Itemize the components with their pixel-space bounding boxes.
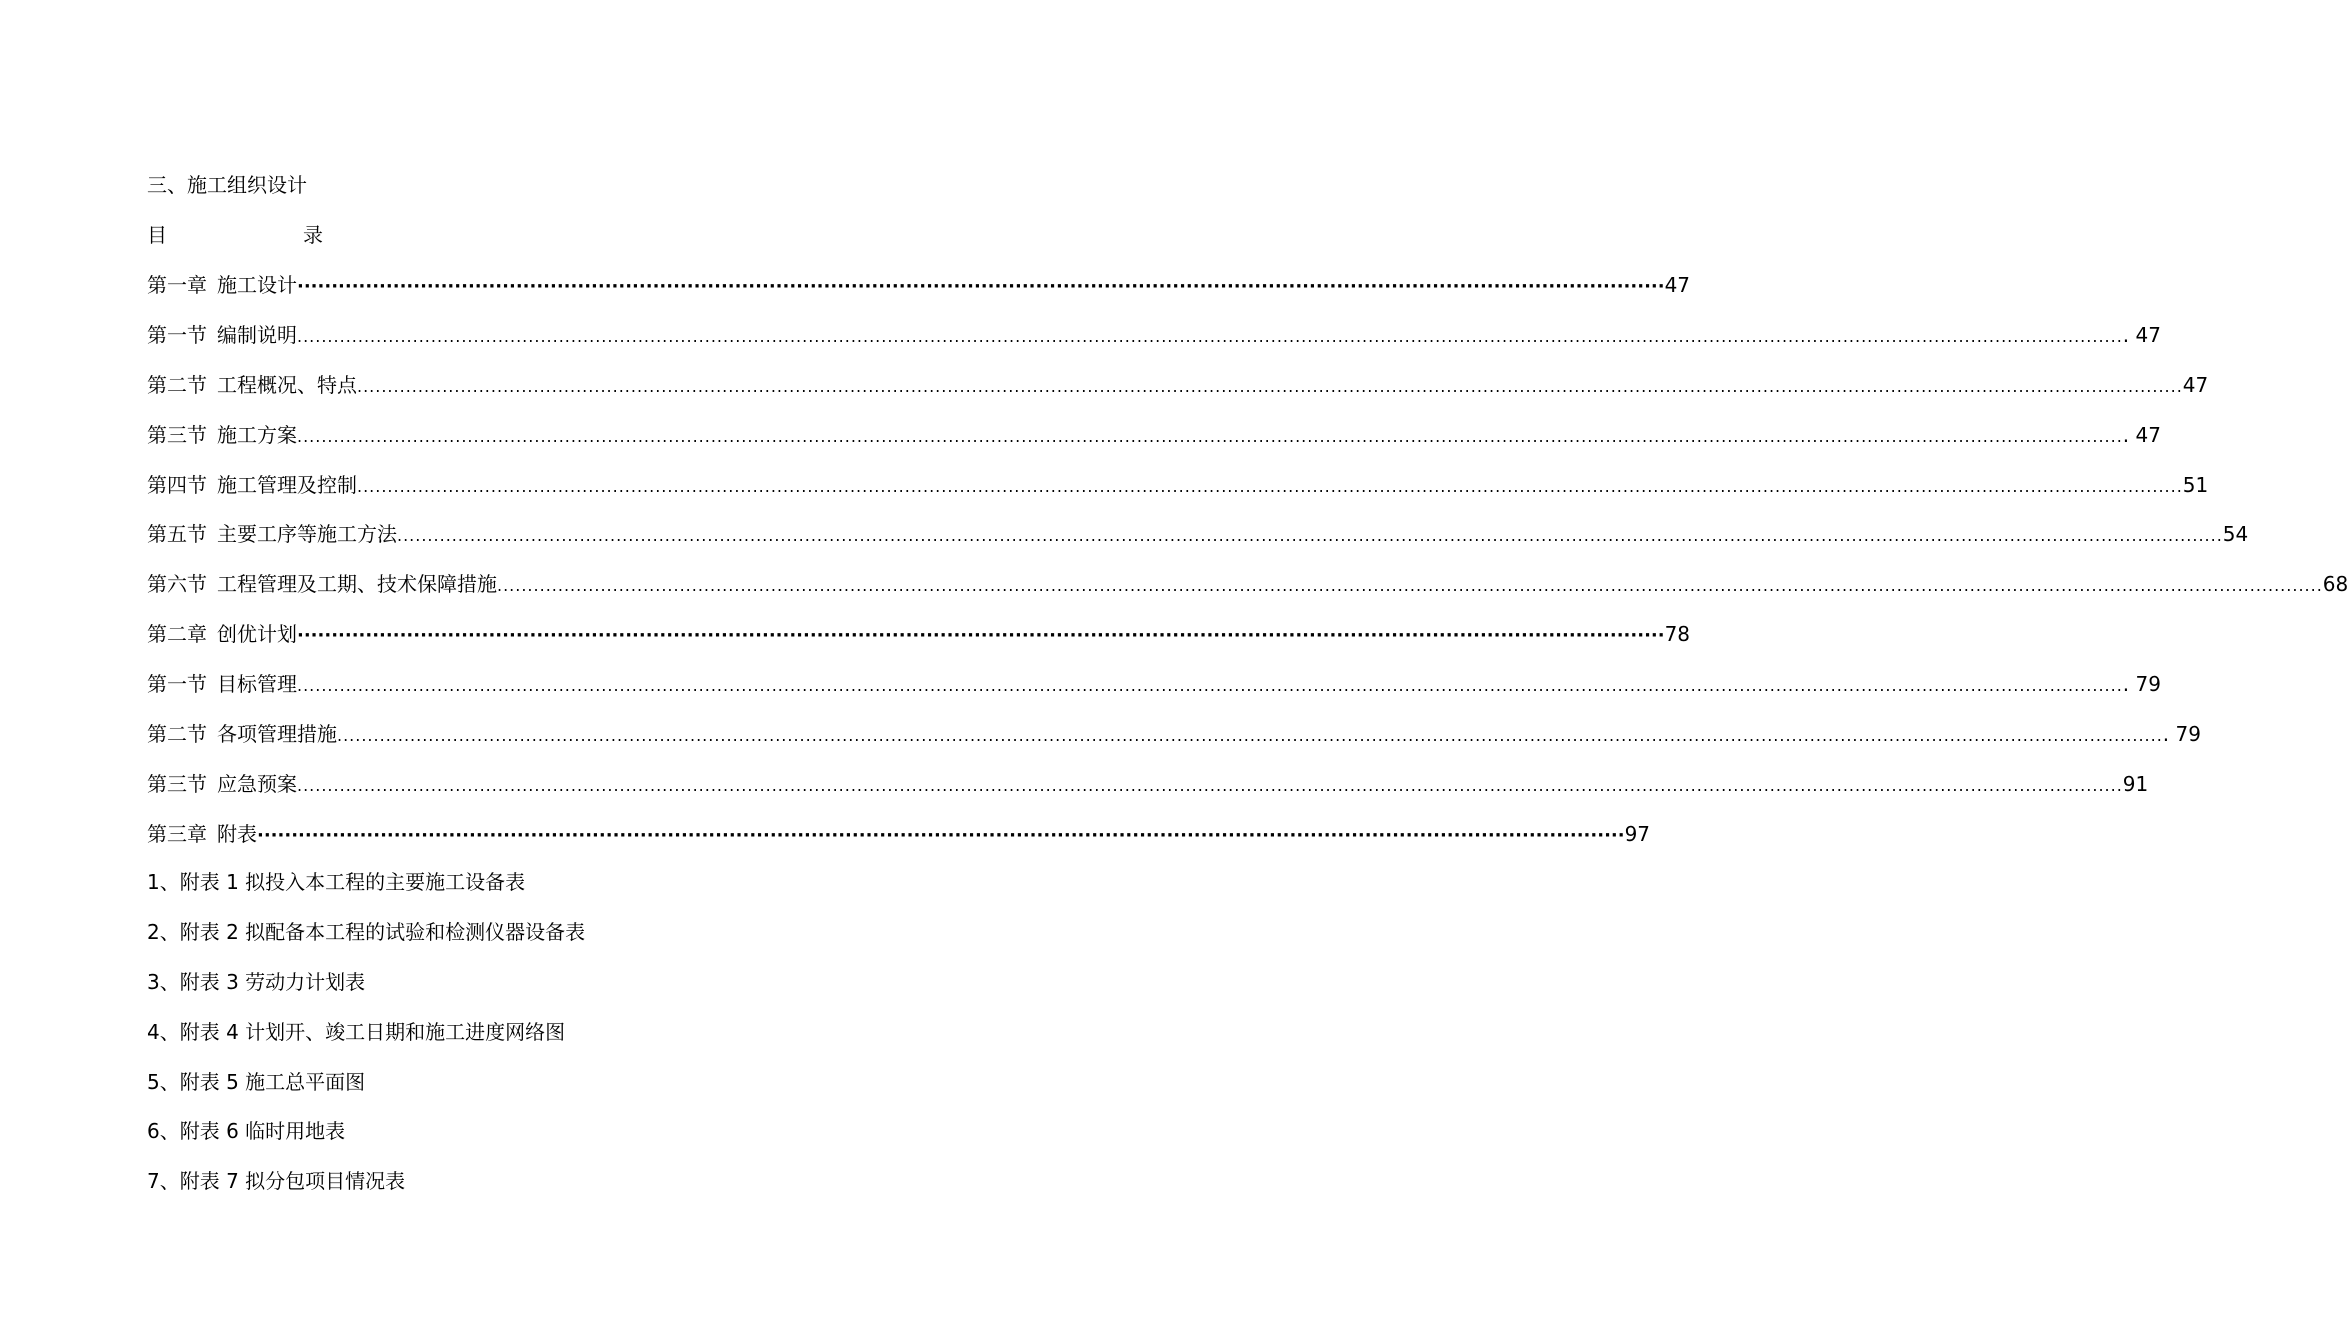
toc-entry-title: 应急预案 — [217, 771, 297, 796]
toc-entry[interactable] — [147, 719, 2201, 769]
toc-entry-label — [147, 819, 257, 849]
toc-page-number: 68 — [2322, 572, 2348, 597]
toc-entry-title: 编制说明 — [217, 322, 297, 347]
toc-entry-label — [147, 320, 297, 350]
toc-entry-prefix: 第五节 — [147, 522, 207, 547]
appendix-item[interactable]: 6、附表 6 临时用地表 — [147, 1119, 346, 1144]
toc-entry-label — [147, 769, 297, 799]
toc-dot-leader: ............................................................................................................................................................................................................................................................................................................ — [497, 576, 2323, 596]
toc-entry-title: 主要工序等施工方法 — [217, 522, 397, 547]
toc-entry-label — [147, 569, 497, 599]
toc-page-number: 47 — [1664, 273, 1691, 297]
toc-entry-title: 工程概况、特点 — [217, 372, 357, 397]
toc-page-number: 47 — [2182, 372, 2209, 397]
toc-entry-label — [147, 619, 297, 649]
toc-entry-title: 施工设计 — [217, 273, 297, 297]
toc-entry[interactable] — [147, 519, 2249, 569]
toc-entry-title: 施工方案 — [217, 422, 297, 447]
toc-entry[interactable] — [147, 669, 2161, 719]
toc-entry-label — [147, 420, 297, 450]
toc-page-number: 51 — [2182, 472, 2209, 497]
toc-dot-leader: ............................................................................................................................................................................................................................................................................................................ — [397, 526, 2223, 546]
toc-title-char-1: 目 — [147, 223, 167, 247]
toc-dot-leader: ............................................................................................................................................................................................................................................................................................................ — [297, 426, 2123, 446]
toc-entry-prefix: 第三节 — [147, 771, 207, 796]
toc-dot-leader: ............................................................................................................................................................................................................................................................................................................ — [357, 376, 2183, 396]
toc-entry-title: 各项管理措施 — [217, 722, 337, 747]
toc-entry-title: 附表 — [217, 821, 257, 846]
toc-entry[interactable] — [147, 619, 1691, 669]
toc-dot-leader: ········································································································································································································ — [257, 824, 1625, 846]
toc-entry-prefix: 第二节 — [147, 372, 207, 397]
toc-entry[interactable] — [147, 819, 1651, 869]
appendix-item[interactable]: 2、附表 2 拟配备本工程的试验和检测仪器设备表 — [147, 919, 586, 944]
toc-page-number: . 79 — [2122, 672, 2161, 697]
toc-entry-prefix: 第二节 — [147, 722, 207, 747]
toc-dot-leader: ········································································································································································································ — [297, 276, 1665, 297]
toc-entry-prefix: 第六节 — [147, 572, 207, 597]
toc-dot-leader: ............................................................................................................................................................................................................................................................................................................ — [357, 476, 2183, 496]
toc-dot-leader: ............................................................................................................................................................................................................................................................................................................ — [297, 326, 2123, 346]
table-of-contents — [147, 270, 2348, 869]
toc-entry-prefix: 第四节 — [147, 472, 207, 497]
toc-entry-label — [147, 719, 337, 749]
appendix-item[interactable]: 4、附表 4 计划开、竣工日期和施工进度网络图 — [147, 1019, 566, 1044]
toc-entry-label — [147, 270, 297, 300]
toc-page-number: . 47 — [2122, 322, 2161, 347]
toc-dot-leader: ········································································································································································································ — [297, 625, 1665, 647]
toc-entry[interactable] — [147, 470, 2209, 520]
toc-title-char-2: 录 — [303, 223, 323, 247]
toc-entry[interactable] — [147, 270, 1691, 320]
toc-entry-label — [147, 470, 357, 500]
toc-dot-leader: ............................................................................................................................................................................................................................................................................................................ — [297, 676, 2123, 696]
toc-page-number: 91 — [2122, 771, 2149, 796]
appendix-item[interactable]: 3、附表 3 劳动力计划表 — [147, 969, 366, 994]
toc-entry-prefix: 第一节 — [147, 672, 207, 697]
toc-title — [147, 220, 347, 250]
toc-entry-title: 施工管理及控制 — [217, 472, 357, 497]
appendix-item[interactable]: 1、附表 1 拟投入本工程的主要施工设备表 — [147, 870, 526, 894]
appendix-list — [147, 867, 585, 1216]
section-heading: 三、施工组织设计 — [147, 173, 307, 197]
toc-entry[interactable] — [147, 370, 2209, 420]
toc-entry-prefix: 第一章 — [147, 273, 207, 297]
toc-page-number: 54 — [2222, 522, 2249, 547]
toc-page-number: . 47 — [2122, 422, 2161, 447]
appendix-item[interactable]: 7、附表 7 拟分包项目情况表 — [147, 1169, 406, 1194]
toc-entry-label — [147, 519, 397, 549]
toc-entry-label — [147, 370, 357, 400]
toc-page-number: . 79 — [2162, 722, 2201, 747]
toc-dot-leader: ............................................................................................................................................................................................................................................................................................................ — [297, 775, 2123, 795]
toc-entry-title: 创优计划 — [217, 622, 297, 647]
toc-page-number: 97 — [1624, 821, 1651, 846]
toc-entry-label — [147, 669, 297, 699]
toc-entry-title: 目标管理 — [217, 672, 297, 697]
toc-entry-prefix: 第一节 — [147, 322, 207, 347]
toc-dot-leader: ............................................................................................................................................................................................................................................................................................................ — [337, 726, 2163, 746]
toc-entry-prefix: 第二章 — [147, 622, 207, 647]
toc-entry[interactable] — [147, 769, 2149, 819]
toc-entry-title: 工程管理及工期、技术保障措施 — [217, 572, 497, 597]
toc-entry-prefix: 第三章 — [147, 821, 207, 846]
toc-entry-prefix: 第三节 — [147, 422, 207, 447]
toc-page-number: 78 — [1664, 622, 1691, 647]
appendix-item[interactable]: 5、附表 5 施工总平面图 — [147, 1069, 366, 1094]
toc-entry[interactable] — [147, 569, 2348, 619]
toc-entry[interactable] — [147, 320, 2161, 370]
toc-entry[interactable] — [147, 420, 2161, 470]
